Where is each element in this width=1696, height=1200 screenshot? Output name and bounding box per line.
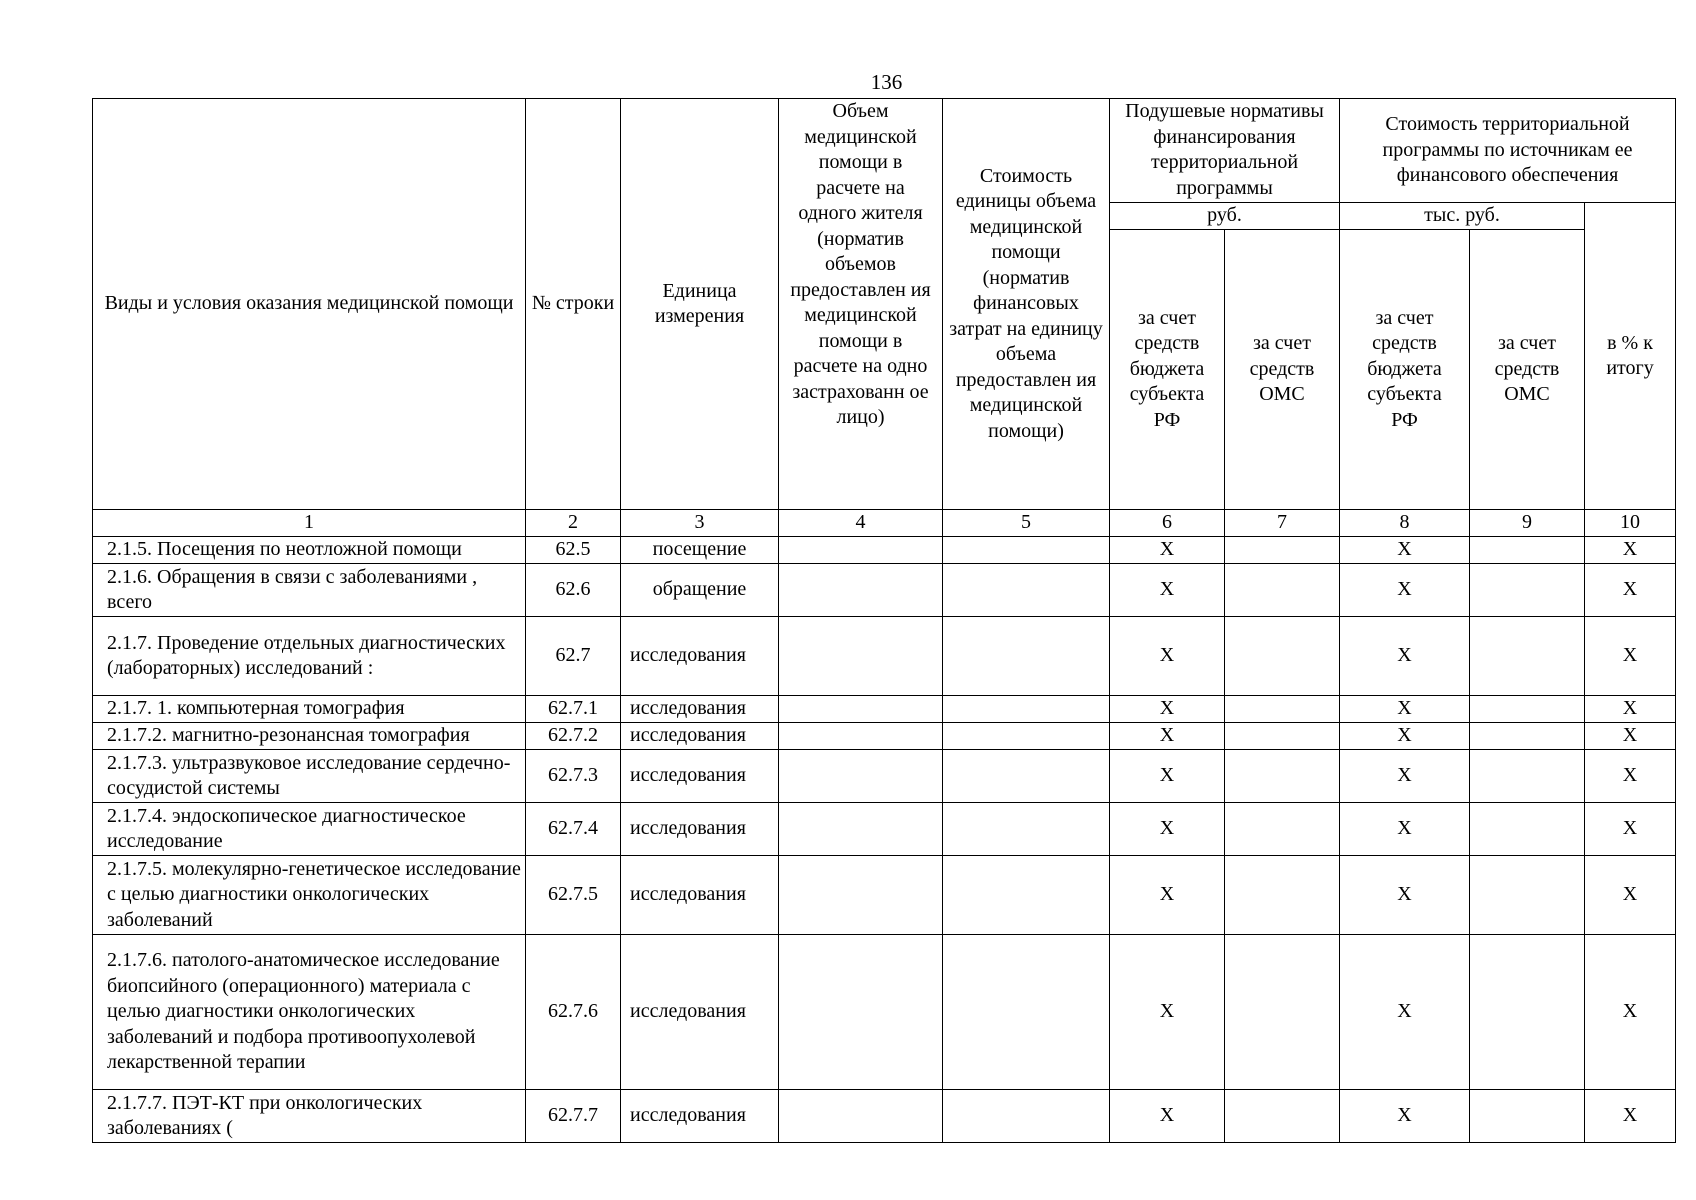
header-type: Виды и условия оказания медицинской помощи <box>93 99 526 510</box>
row-volume <box>779 1090 943 1143</box>
row-volume <box>779 564 943 617</box>
row-oms <box>1225 750 1340 803</box>
row-budget-rf: X <box>1110 1090 1225 1143</box>
row-budget-rf-thousand: X <box>1340 723 1470 750</box>
row-unit: исследования <box>621 803 779 856</box>
row-oms-thousand <box>1470 696 1585 723</box>
row-oms <box>1225 935 1340 1090</box>
header-volume: Объем медицинской помощи в расчете на одного жителя (норматив объемов предоставлен ия медицинской помощи в расчете на одно застрахованн ое лицо) <box>779 99 943 510</box>
column-number-row <box>93 510 1676 537</box>
row-oms-thousand <box>1470 564 1585 617</box>
row-cost <box>943 723 1110 750</box>
row-volume <box>779 696 943 723</box>
column-number: 2 <box>526 510 621 537</box>
header-cost: Стоимость единицы объема медицинской помощи (норматив финансовых затрат на единицу объема предоставлен ия медицинской помощи) <box>943 99 1110 510</box>
medical-care-cost-table <box>92 98 1676 1143</box>
row-code: 62.7.6 <box>526 935 621 1090</box>
row-budget-rf: X <box>1110 564 1225 617</box>
row-name: 2.1.7.5. молекулярно-генетическое исследование с целью диагностики онкологических заболеваний <box>93 856 526 935</box>
row-unit: обращение <box>621 564 779 617</box>
row-name: 2.1.7.7. ПЭТ-КТ при онкологических заболеваниях ( <box>93 1090 526 1143</box>
row-oms <box>1225 537 1340 564</box>
row-oms-thousand <box>1470 537 1585 564</box>
column-number: 3 <box>621 510 779 537</box>
row-oms <box>1225 803 1340 856</box>
row-unit: исследования <box>621 750 779 803</box>
row-cost <box>943 856 1110 935</box>
header-program-cost: Стоимость территориальной программы по источникам ее финансового обеспечения <box>1340 99 1676 203</box>
row-budget-rf: X <box>1110 935 1225 1090</box>
row-code: 62.7 <box>526 617 621 696</box>
row-name: 2.1.6. Обращения в связи с заболеваниями , всего <box>93 564 526 617</box>
row-oms <box>1225 723 1340 750</box>
row-percent: X <box>1585 617 1676 696</box>
row-oms-thousand <box>1470 1090 1585 1143</box>
row-budget-rf-thousand: X <box>1340 803 1470 856</box>
row-code: 62.6 <box>526 564 621 617</box>
row-name: 2.1.5. Посещения по неотложной помощи <box>93 537 526 564</box>
row-cost <box>943 617 1110 696</box>
row-unit: исследования <box>621 935 779 1090</box>
table-row <box>93 723 1676 750</box>
row-code: 62.5 <box>526 537 621 564</box>
row-budget-rf: X <box>1110 696 1225 723</box>
table-row <box>93 1090 1676 1143</box>
column-number: 6 <box>1110 510 1225 537</box>
row-percent: X <box>1585 696 1676 723</box>
row-cost <box>943 537 1110 564</box>
row-name: 2.1.7. 1. компьютерная томография <box>93 696 526 723</box>
row-volume <box>779 723 943 750</box>
row-name: 2.1.7.6. патолого-анатомическое исследование биопсийного (операционного) материала с целью диагностики онкологических заболеваний и подбора противоопухолевой лекарственной терапии <box>93 935 526 1090</box>
column-number: 5 <box>943 510 1110 537</box>
row-budget-rf: X <box>1110 617 1225 696</box>
column-number: 10 <box>1585 510 1676 537</box>
row-unit: посещение <box>621 537 779 564</box>
column-number: 7 <box>1225 510 1340 537</box>
row-budget-rf-thousand: X <box>1340 750 1470 803</box>
table-row <box>93 537 1676 564</box>
row-volume <box>779 803 943 856</box>
row-percent: X <box>1585 856 1676 935</box>
row-percent: X <box>1585 723 1676 750</box>
row-unit: исследования <box>621 617 779 696</box>
table-row <box>93 856 1676 935</box>
row-unit: исследования <box>621 723 779 750</box>
row-oms <box>1225 696 1340 723</box>
row-percent: X <box>1585 750 1676 803</box>
row-budget-rf-thousand: X <box>1340 564 1470 617</box>
table-row <box>93 750 1676 803</box>
row-cost <box>943 935 1110 1090</box>
row-volume <box>779 856 943 935</box>
header-rub: руб. <box>1110 203 1340 230</box>
row-oms-thousand <box>1470 723 1585 750</box>
header-row-no: № строки <box>526 99 621 510</box>
row-percent: X <box>1585 935 1676 1090</box>
row-oms <box>1225 1090 1340 1143</box>
row-unit: исследования <box>621 1090 779 1143</box>
row-budget-rf: X <box>1110 750 1225 803</box>
row-code: 62.7.7 <box>526 1090 621 1143</box>
row-oms-thousand <box>1470 935 1585 1090</box>
row-volume <box>779 537 943 564</box>
row-code: 62.7.5 <box>526 856 621 935</box>
table-row <box>93 935 1676 1090</box>
row-cost <box>943 750 1110 803</box>
header-percent: в % к итогу <box>1585 203 1676 510</box>
row-budget-rf-thousand: X <box>1340 856 1470 935</box>
row-volume <box>779 750 943 803</box>
row-unit: исследования <box>621 696 779 723</box>
column-number: 4 <box>779 510 943 537</box>
table-row <box>93 696 1676 723</box>
row-budget-rf-thousand: X <box>1340 696 1470 723</box>
header-per-capita: Подушевые нормативы финансирования территориальной программы <box>1110 99 1340 203</box>
row-oms-thousand <box>1470 856 1585 935</box>
row-cost <box>943 564 1110 617</box>
row-volume <box>779 617 943 696</box>
row-budget-rf: X <box>1110 723 1225 750</box>
row-unit: исследования <box>621 856 779 935</box>
row-code: 62.7.1 <box>526 696 621 723</box>
table-row <box>93 617 1676 696</box>
row-oms <box>1225 617 1340 696</box>
row-volume <box>779 935 943 1090</box>
table-row <box>93 564 1676 617</box>
row-oms <box>1225 856 1340 935</box>
row-budget-rf-thousand: X <box>1340 537 1470 564</box>
row-oms-thousand <box>1470 617 1585 696</box>
header-unit: Единица измерения <box>621 99 779 510</box>
row-percent: X <box>1585 537 1676 564</box>
header-budget-rf-2: за счет средств бюджета субъекта РФ <box>1340 230 1470 510</box>
header-budget-rf: за счет средств бюджета субъекта РФ <box>1110 230 1225 510</box>
row-budget-rf-thousand: X <box>1340 1090 1470 1143</box>
row-code: 62.7.2 <box>526 723 621 750</box>
row-name: 2.1.7.2. магнитно-резонансная томография <box>93 723 526 750</box>
row-oms-thousand <box>1470 750 1585 803</box>
header-thousand-rub: тыс. руб. <box>1340 203 1585 230</box>
row-budget-rf-thousand: X <box>1340 617 1470 696</box>
row-oms-thousand <box>1470 803 1585 856</box>
row-cost <box>943 803 1110 856</box>
row-code: 62.7.3 <box>526 750 621 803</box>
row-name: 2.1.7.4. эндоскопическое диагностическое исследование <box>93 803 526 856</box>
row-cost <box>943 1090 1110 1143</box>
row-percent: X <box>1585 803 1676 856</box>
row-name: 2.1.7. Проведение отдельных диагностических (лабораторных) исследований : <box>93 617 526 696</box>
row-code: 62.7.4 <box>526 803 621 856</box>
row-percent: X <box>1585 1090 1676 1143</box>
row-budget-rf: X <box>1110 537 1225 564</box>
row-budget-rf: X <box>1110 856 1225 935</box>
table-row <box>93 803 1676 856</box>
column-number: 1 <box>93 510 526 537</box>
row-cost <box>943 696 1110 723</box>
header-oms-2: за счет средств ОМС <box>1470 230 1585 510</box>
page-number: 136 <box>870 70 903 94</box>
row-oms <box>1225 564 1340 617</box>
row-name: 2.1.7.3. ультразвуковое исследование сердечно-сосудистой системы <box>93 750 526 803</box>
row-budget-rf: X <box>1110 803 1225 856</box>
column-number: 8 <box>1340 510 1470 537</box>
header-oms: за счет средств ОМС <box>1225 230 1340 510</box>
row-budget-rf-thousand: X <box>1340 935 1470 1090</box>
column-number: 9 <box>1470 510 1585 537</box>
row-percent: X <box>1585 564 1676 617</box>
